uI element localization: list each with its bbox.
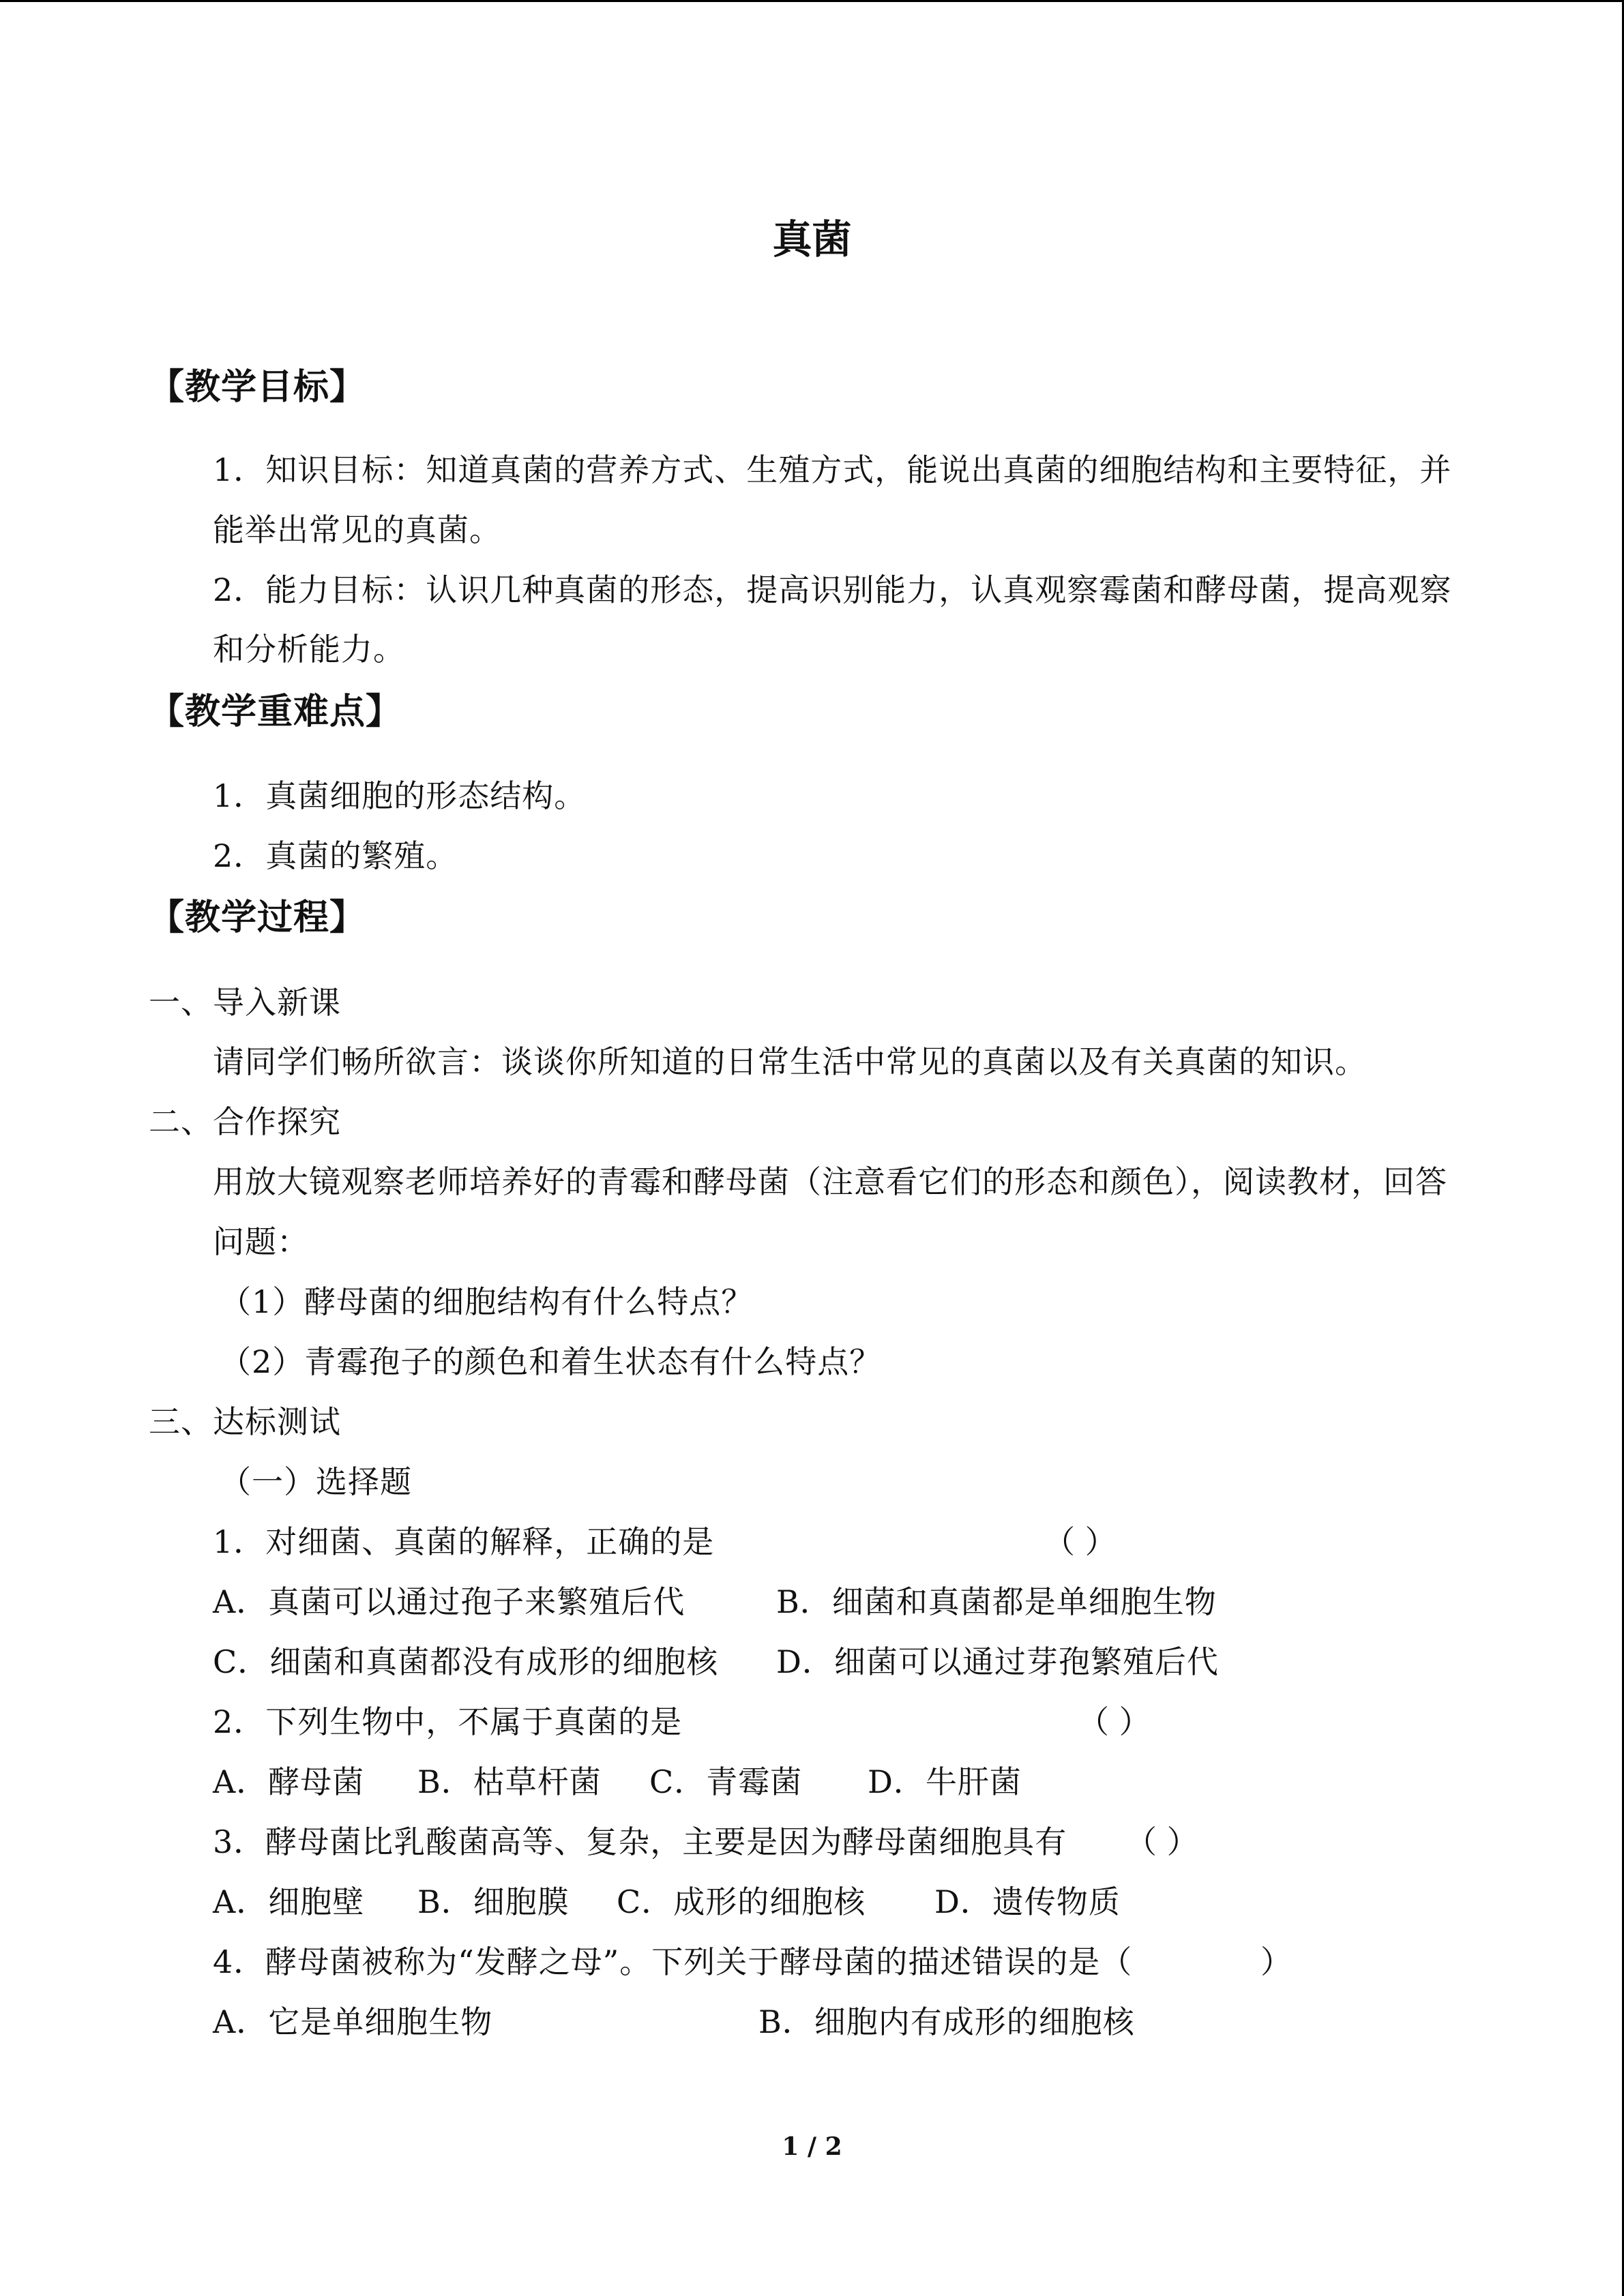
question-1-option-d: D．细菌可以通过芽孢繁殖后代 (776, 1643, 1219, 1680)
question-1-option-a: A．真菌可以通过孢子来繁殖后代 (213, 1583, 685, 1620)
question-2-option-c: C．青霉菌 (649, 1763, 803, 1800)
question-3-option-d: D．遗传物质 (934, 1883, 1121, 1920)
question-2-option-b: B．枯草杆菌 (417, 1763, 602, 1800)
page-number: 1 / 2 (782, 2132, 842, 2161)
process-part-1-title: 一、导入新课 (149, 984, 341, 1021)
question-3-option-a: A．细胞壁 (213, 1883, 365, 1920)
question-4-option-a: A．它是单细胞生物 (213, 2003, 493, 2040)
section-heading-process: 【教学过程】 (149, 897, 366, 938)
key-point-item-2: 2．真菌的繁殖。 (213, 837, 458, 874)
process-part-3-title: 三、达标测试 (149, 1403, 341, 1440)
objective-item-2-line-1: 2．能力目标：认识几种真菌的形态，提高识别能力，认真观察霉菌和酵母菌，提高观察 (213, 571, 1452, 608)
question-2-option-a: A．酵母菌 (213, 1763, 365, 1800)
question-2-stem: 2．下列生物中，不属于真菌的是 (213, 1703, 683, 1740)
process-part-2-line-2: 问题： (213, 1223, 309, 1260)
question-3-option-c: C．成形的细胞核 (617, 1883, 866, 1920)
question-2-answer-blank: （ ） (1078, 1703, 1151, 1740)
question-1-stem: 1．对细菌、真菌的解释，正确的是 (213, 1523, 715, 1560)
question-4-answer-blank: ） (1260, 1943, 1292, 1980)
process-part-2-title: 二、合作探究 (149, 1103, 341, 1140)
page-border-top (0, 0, 1624, 2)
process-question-1: （1）酵母菌的细胞结构有什么特点？ (220, 1283, 754, 1320)
question-4-stem: 4．酵母菌被称为“发酵之母”。下列关于酵母菌的描述错误的是（ (213, 1943, 1133, 1980)
question-2-option-d: D．牛肝菌 (868, 1763, 1022, 1800)
objective-item-2-line-2: 和分析能力。 (213, 631, 405, 668)
process-part-1-text: 请同学们畅所欲言：谈谈你所知道的日常生活中常见的真菌以及有关真菌的知识。 (213, 1043, 1367, 1080)
choice-section-title: （一）选择题 (220, 1463, 412, 1500)
question-1-option-c: C．细菌和真菌都没有成形的细胞核 (213, 1643, 719, 1680)
question-1-option-b: B．细菌和真菌都是单细胞生物 (776, 1583, 1217, 1620)
objective-item-1-line-2: 能举出常见的真菌。 (213, 511, 501, 548)
page-title: 真菌 (772, 216, 852, 263)
objective-item-1-line-1: 1．知识目标：知道真菌的营养方式、生殖方式，能说出真菌的细胞结构和主要特征，并 (213, 451, 1452, 488)
section-heading-key-points: 【教学重难点】 (149, 691, 402, 732)
question-4-option-b: B．细胞内有成形的细胞核 (758, 2003, 1135, 2040)
question-3-answer-blank: （ ） (1125, 1823, 1198, 1860)
key-point-item-1: 1．真菌细胞的形态结构。 (213, 777, 587, 814)
section-heading-objectives: 【教学目标】 (149, 367, 366, 408)
process-part-2-line-1: 用放大镜观察老师培养好的青霉和酵母菌（注意看它们的形态和颜色），阅读教材，回答 (213, 1163, 1447, 1200)
question-3-option-b: B．细胞膜 (417, 1883, 570, 1920)
question-3-stem: 3．酵母菌比乳酸菌高等、复杂，主要是因为酵母菌细胞具有 (213, 1823, 1067, 1860)
question-1-answer-blank: （ ） (1044, 1523, 1117, 1560)
process-question-2: （2）青霉孢子的颜色和着生状态有什么特点？ (220, 1343, 882, 1380)
